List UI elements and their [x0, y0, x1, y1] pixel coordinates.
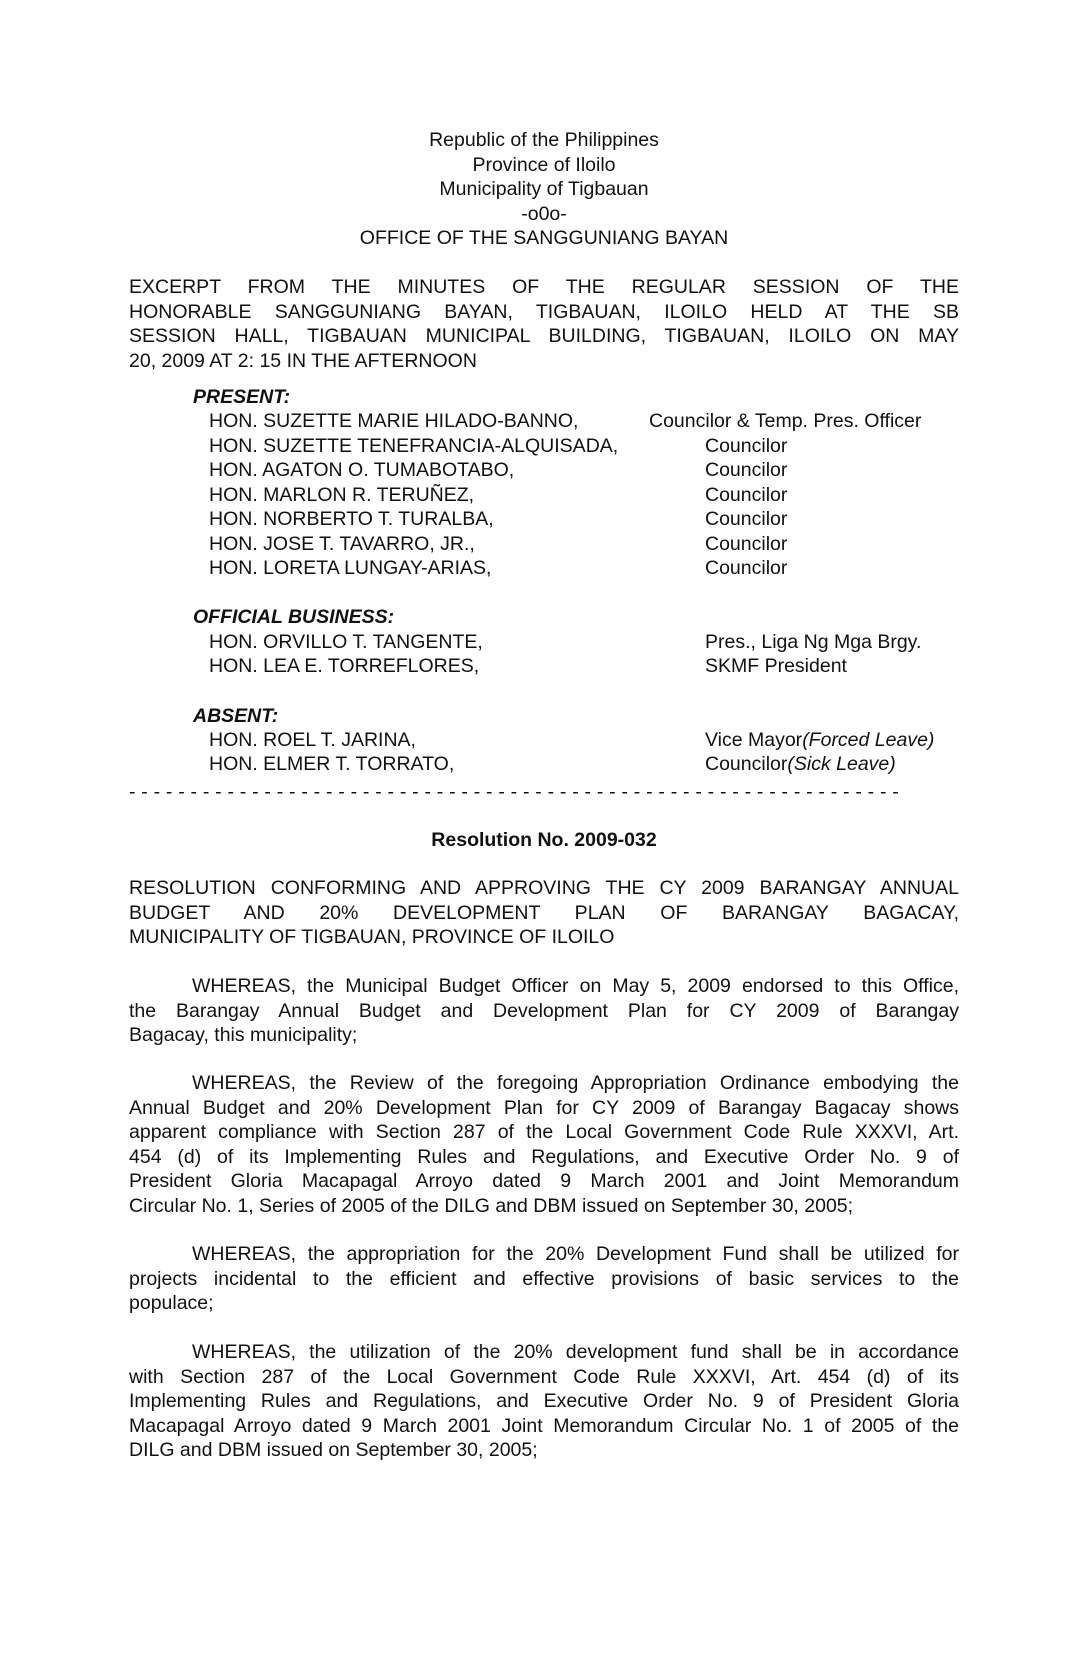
paragraph-line: projects incidental to the efficient and effective provisions of basic services to the — [129, 1267, 959, 1290]
attendee-row — [209, 458, 969, 483]
paragraph-line: Macapagal Arroyo dated 9 March 2001 Joint Memorandum Circular No. 1 of 2005 of the — [129, 1414, 959, 1437]
paragraph-line: WHEREAS, the Municipal Budget Officer on May 5, 2009 endorsed to this Office, — [192, 975, 959, 997]
attendee-name: HON. ROEL T. JARINA, — [209, 729, 416, 751]
excerpt-line: HONORABLE SANGGUNIANG BAYAN, TIGBAUAN, ILOILO HELD AT THE SB — [129, 300, 959, 323]
section-divider: - - - - - - - - - - - - - - - - - - - - - - - - - - - - - - - - - - - - - - - - - - - - - - - - - - - - - - - - - - - - - - - — [129, 781, 899, 803]
attendee-row — [209, 532, 969, 557]
paragraph-line: WHEREAS, the appropriation for the 20% Development Fund shall be utilized for — [192, 1243, 959, 1265]
attendee-name: HON. LORETA LUNGAY-ARIAS, — [209, 557, 492, 579]
attendee-position: Councilor — [705, 459, 788, 481]
attendee-row — [209, 630, 969, 655]
attendee-position: SKMF President — [705, 655, 847, 677]
attendee-position: Pres., Liga Ng Mga Brgy. — [705, 631, 922, 653]
document-header — [0, 128, 1088, 251]
paragraph-line: populace; — [129, 1292, 214, 1314]
header-province: Province of Iloilo — [472, 153, 616, 176]
resolution-title — [129, 876, 959, 950]
excerpt-line: 20, 2009 AT 2: 15 IN THE AFTERNOON — [129, 349, 477, 372]
attendee-row — [209, 728, 969, 753]
attendee-position: Councilor — [705, 484, 788, 506]
attendee-name: HON. LEA E. TORREFLORES, — [209, 655, 480, 677]
absent-heading: ABSENT: — [193, 705, 279, 727]
excerpt-line: EXCERPT FROM THE MINUTES OF THE REGULAR SESSION OF THE — [129, 276, 959, 298]
excerpt-paragraph — [129, 275, 959, 373]
paragraph-line: Circular No. 1, Series of 2005 of the DILG and DBM issued on September 30, 2005; — [129, 1194, 854, 1217]
paragraph-line: with Section 287 of the Local Government Code Rule XXXVI, Art. 454 (d) of its — [129, 1365, 959, 1388]
attendee-position-title: Councilor — [705, 753, 788, 775]
resolution-number: Resolution No. 2009-032 — [431, 829, 657, 851]
paragraph-line: President Gloria Macapagal Arroyo dated 9 March 2001 and Joint Memorandum — [129, 1170, 959, 1192]
header-separator: -o0o- — [521, 202, 567, 225]
attendee-row — [209, 483, 969, 508]
attendee-name: HON. SUZETTE MARIE HILADO-BANNO, — [209, 410, 579, 432]
attendee-name: HON. NORBERTO T. TURALBA, — [209, 508, 494, 530]
attendee-position: Councilor — [705, 557, 788, 579]
attendee-row — [209, 409, 969, 434]
official-business-heading: OFFICIAL BUSINESS: — [193, 606, 395, 628]
attendee-row — [209, 434, 969, 459]
paragraph-line: 454 (d) of its Implementing Rules and Regulations, and Executive Order No. 9 of — [129, 1145, 959, 1168]
attendee-row — [209, 556, 969, 581]
attendee-row — [209, 654, 969, 679]
header-office: OFFICE OF THE SANGGUNIANG BAYAN — [359, 227, 729, 249]
attendee-row — [209, 507, 969, 532]
paragraph-line: Annual Budget and 20% Development Plan for CY 2009 of Barangay Bagacay shows — [129, 1096, 959, 1119]
attendee-name: HON. SUZETTE TENEFRANCIA-ALQUISADA, — [209, 435, 619, 457]
attendee-position: Councilor — [705, 435, 788, 457]
paragraph-line: WHEREAS, the Review of the foregoing Appropriation Ordinance embodying the — [192, 1072, 959, 1094]
paragraph-line: DILG and DBM issued on September 30, 2005; — [129, 1439, 538, 1461]
whereas-paragraph — [129, 1242, 959, 1316]
excerpt-line: SESSION HALL, TIGBAUAN MUNICIPAL BUILDING, TIGBAUAN, ILOILO ON MAY — [129, 325, 959, 347]
attendee-name: HON. ORVILLO T. TANGENTE, — [209, 631, 483, 653]
header-republic: Republic of the Philippines — [429, 129, 659, 151]
paragraph-line: Bagacay, this municipality; — [129, 1024, 358, 1046]
attendee-position: Councilor — [705, 508, 788, 530]
whereas-paragraph — [129, 1340, 959, 1463]
paragraph-line: apparent compliance with Section 287 of the Local Government Code Rule XXXVI, Art. — [129, 1121, 959, 1143]
paragraph-line: the Barangay Annual Budget and Development Plan for CY 2009 of Barangay — [129, 999, 959, 1022]
leave-note: (Sick Leave) — [787, 753, 896, 775]
whereas-paragraph — [129, 974, 959, 1048]
present-heading: PRESENT: — [193, 386, 291, 408]
resolution-title-line: BUDGET AND 20% DEVELOPMENT PLAN OF BARANGAY BAGACAY, — [129, 901, 959, 924]
attendee-name: HON. JOSE T. TAVARRO, JR., — [209, 533, 475, 555]
attendee-position — [705, 728, 934, 753]
attendee-name: HON. ELMER T. TORRATO, — [209, 753, 455, 775]
attendee-name: HON. MARLON R. TERUÑEZ, — [209, 484, 475, 506]
attendee-position: Councilor & Temp. Pres. Officer — [649, 410, 922, 432]
paragraph-line: Implementing Rules and Regulations, and Executive Order No. 9 of President Gloria — [129, 1390, 959, 1412]
leave-note: (Forced Leave) — [802, 729, 935, 751]
whereas-paragraph — [129, 1071, 959, 1218]
attendee-position-title: Vice Mayor — [705, 729, 803, 751]
attendee-position: Councilor — [705, 533, 788, 555]
resolution-title-line: MUNICIPALITY OF TIGBAUAN, PROVINCE OF ILOILO — [129, 926, 615, 948]
attendee-name: HON. AGATON O. TUMABOTABO, — [209, 459, 515, 481]
paragraph-line: WHEREAS, the utilization of the 20% development fund shall be in accordance — [192, 1341, 959, 1363]
resolution-title-line: RESOLUTION CONFORMING AND APPROVING THE CY 2009 BARANGAY ANNUAL — [129, 877, 959, 899]
attendee-position — [705, 752, 896, 777]
attendee-row — [209, 752, 969, 777]
header-municipality: Municipality of Tigbauan — [439, 178, 649, 200]
